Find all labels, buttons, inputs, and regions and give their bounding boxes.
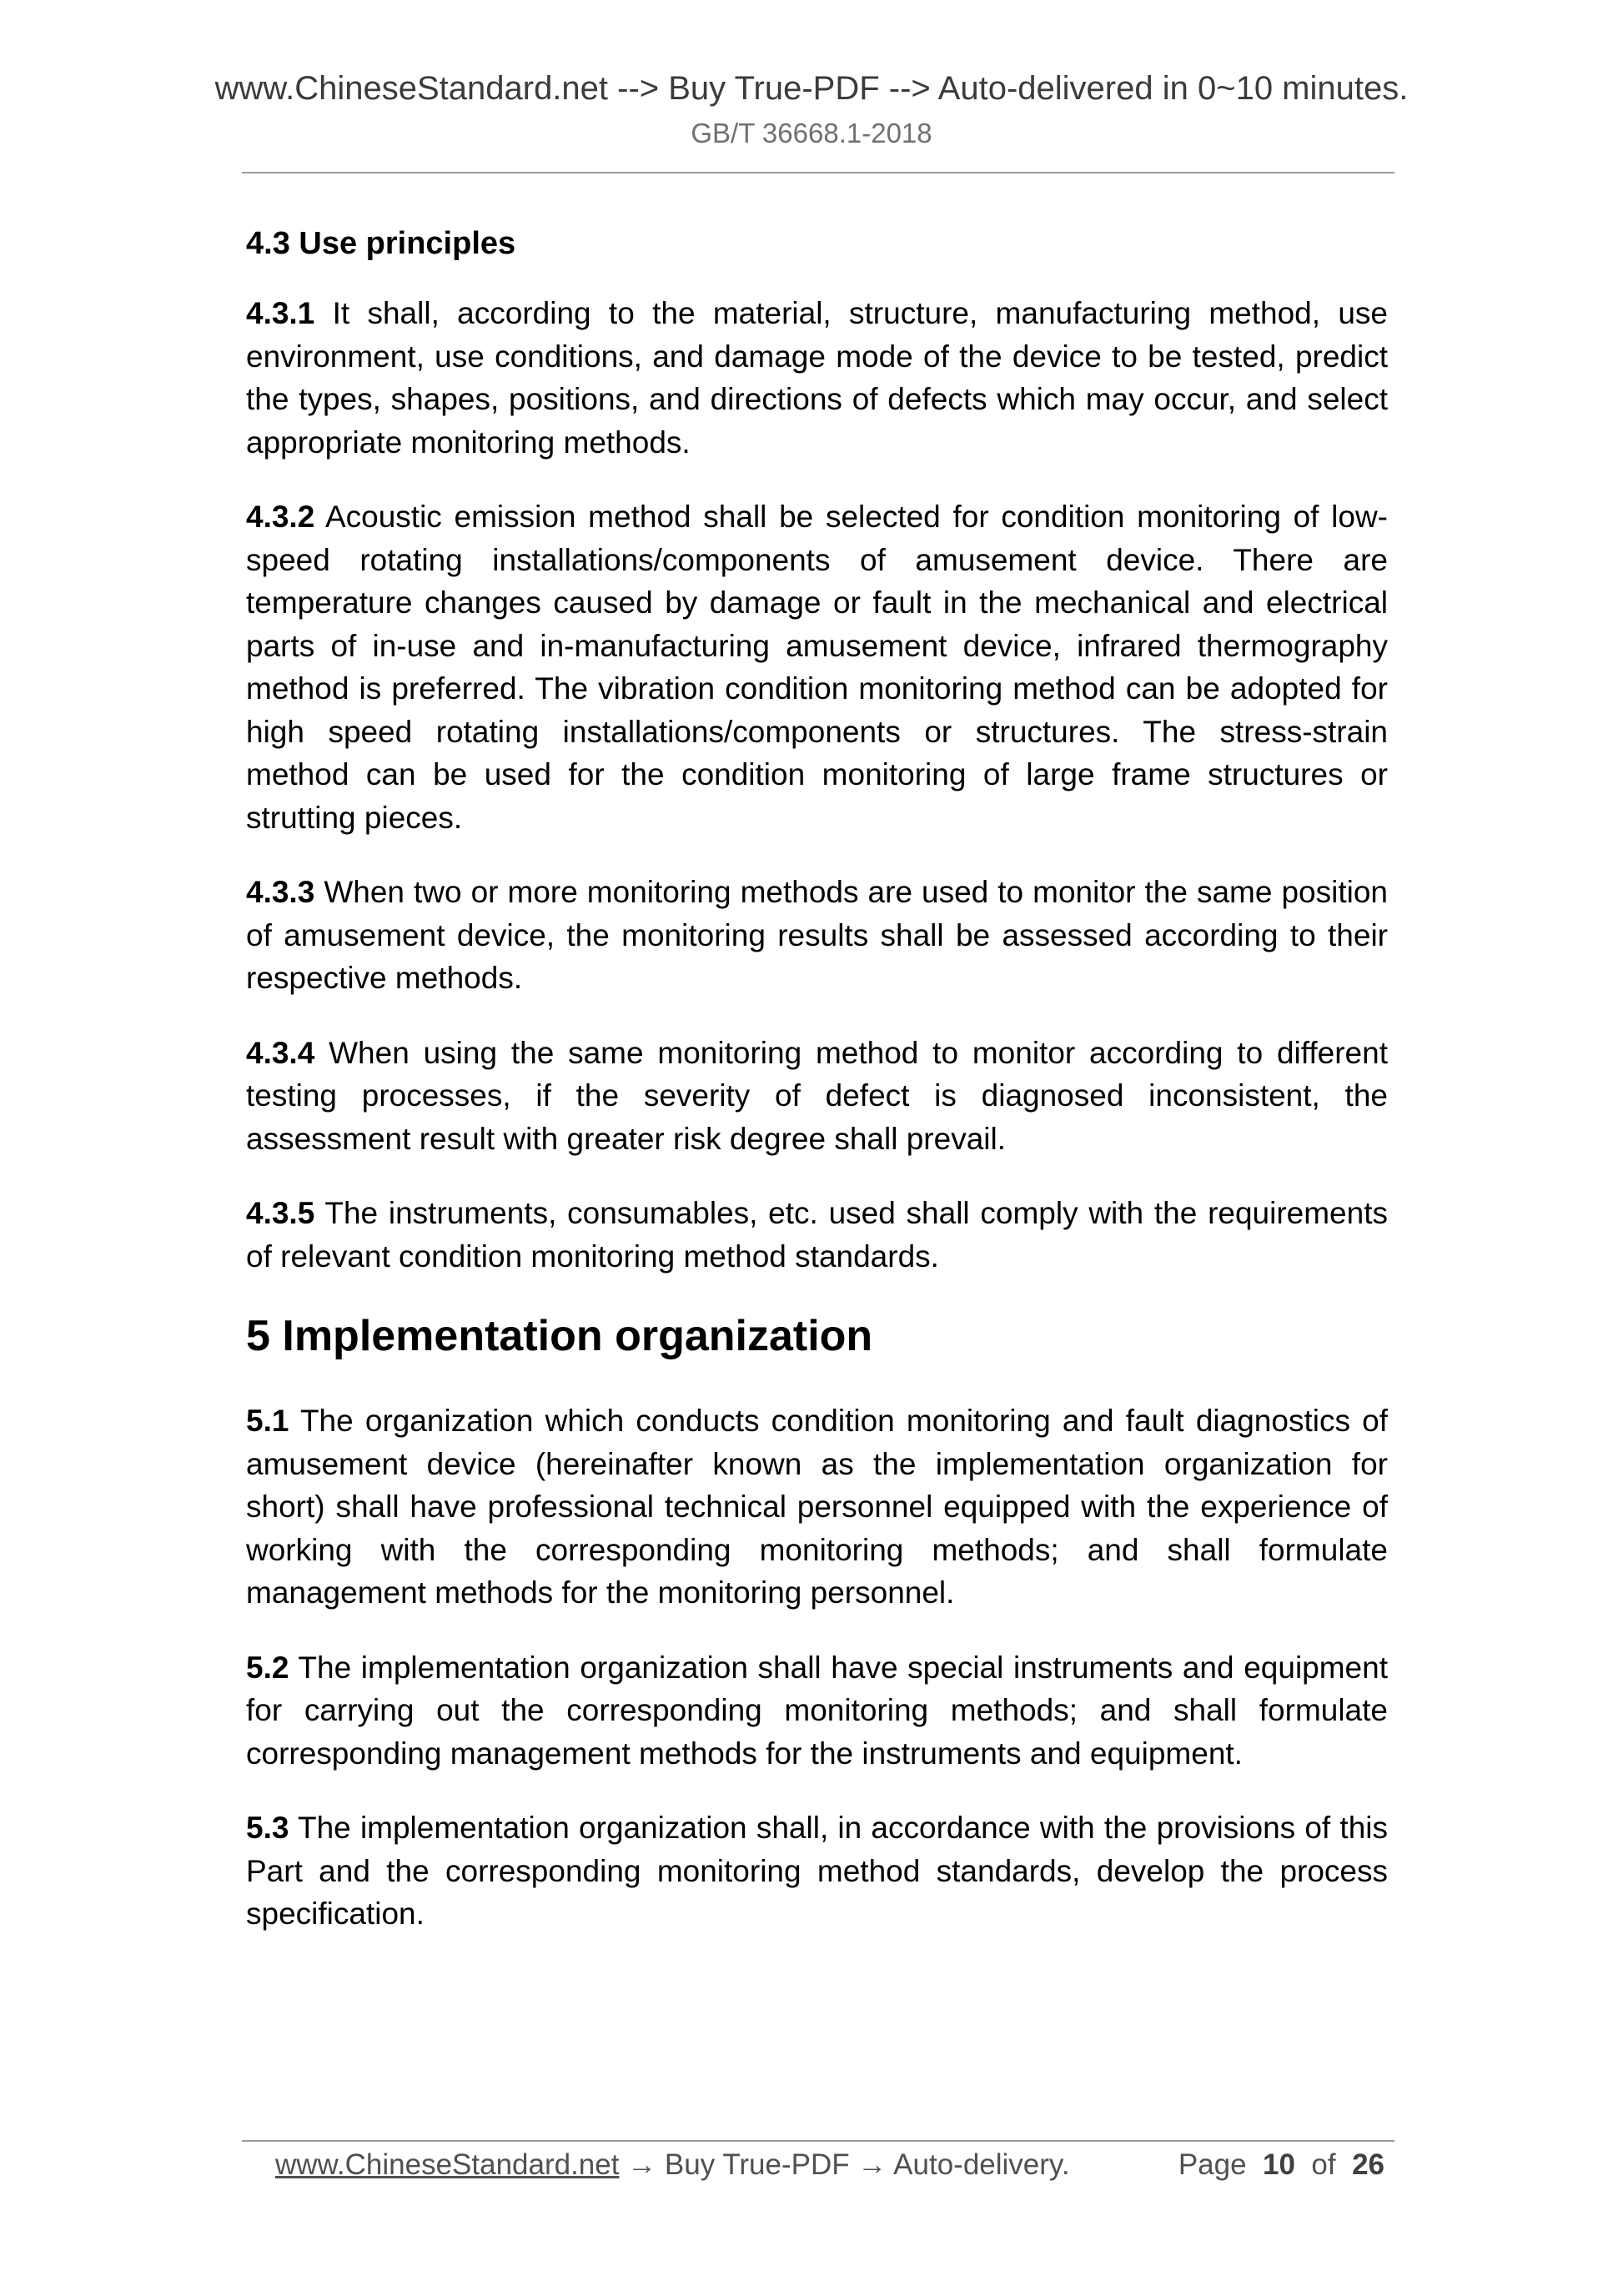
clause-text: The implementation organization shall have special instruments and equipment for carrying out the corresponding monitoring methods; and shall formulate corresponding management methods for the instruments and equipment. — [246, 1650, 1388, 1771]
footer-promo-text: → Buy True-PDF → Auto-delivery. — [619, 2148, 1070, 2181]
clause-number: 4.3.5 — [246, 1196, 315, 1230]
section-heading-4-3: 4.3 Use principles — [246, 226, 516, 261]
page-label: Page — [1178, 2148, 1247, 2181]
clause-text: When two or more monitoring methods are used to monitor the same position of amusement device, the monitoring results shall be assessed according to their respective methods. — [246, 875, 1388, 995]
clause-5-1 — [246, 1399, 1388, 1615]
clause-number: 5.1 — [246, 1404, 289, 1438]
clause-4-3-2 — [246, 495, 1388, 839]
page-current: 10 — [1263, 2148, 1295, 2181]
footer-promo — [275, 2145, 1070, 2185]
clause-number: 4.3.2 — [246, 500, 315, 534]
clause-number: 5.2 — [246, 1650, 289, 1685]
clause-5-3 — [246, 1806, 1388, 1936]
clause-text: When using the same monitoring method to monitor according to different testing processes, if the severity of defect is diagnosed inconsistent, the assessment result with greater risk degree shall prevail. — [246, 1035, 1388, 1156]
section-heading-5: 5 Implementation organization — [246, 1312, 873, 1360]
clause-number: 4.3.4 — [246, 1035, 315, 1070]
clause-text: It shall, according to the material, structure, manufacturing method, use environment, use conditions, and damage mode of the device to be tested, predict the types, shapes, positions, and directions of defects which may occur, and select appropriate monitoring methods. — [246, 296, 1388, 460]
clause-5-2 — [246, 1646, 1388, 1776]
standard-number: GB/T 36668.1-2018 — [691, 118, 932, 148]
page-body — [246, 222, 1388, 1967]
clause-text: The instruments, consumables, etc. used shall comply with the requirements of relevant condition monitoring method standards. — [246, 1196, 1388, 1274]
clause-4-3-4 — [246, 1032, 1388, 1161]
footer-site-link[interactable]: www.ChineseStandard.net — [275, 2148, 620, 2181]
clause-text: The organization which conducts condition monitoring and fault diagnostics of amusement device (hereinafter known as the implementation organization for short) shall have professional technical personnel equipped with the experience of working with the corresponding monitoring methods; and shall formulate management methods for the monitoring personnel. — [246, 1404, 1388, 1610]
clause-number: 4.3.3 — [246, 875, 315, 909]
clause-4-3-3 — [246, 871, 1388, 1000]
page-footer — [275, 2145, 1384, 2185]
clause-4-3-5 — [246, 1192, 1388, 1278]
footer-divider — [242, 2140, 1394, 2142]
clause-text: The implementation organization shall, in accordance with the provisions of this Part and the corresponding monitoring method standards, develop the process specification. — [246, 1811, 1388, 1931]
clause-number: 4.3.1 — [246, 296, 315, 330]
clause-number: 5.3 — [246, 1811, 289, 1845]
clause-4-3-1 — [246, 292, 1388, 464]
header-banner: www.ChineseStandard.net --> Buy True-PDF --> Auto-delivered in 0~10 minutes. — [214, 70, 1409, 107]
page-counter — [1178, 2145, 1384, 2185]
clause-text: Acoustic emission method shall be selected for condition monitoring of low-speed rotating installations/components of amusement device. There are temperature changes caused by damage or fault in the mechanical and electrical parts of in-use and in-manufacturing amusement device, infrared thermography method is preferred. The vibration condition monitoring method can be adopted for high speed rotating installations/components or structures. The stress-strain method can be used for the condition monitoring of large frame structures or strutting pieces. — [246, 500, 1388, 835]
of-label: of — [1311, 2148, 1336, 2181]
page-total: 26 — [1352, 2148, 1384, 2181]
header-divider — [242, 172, 1394, 173]
